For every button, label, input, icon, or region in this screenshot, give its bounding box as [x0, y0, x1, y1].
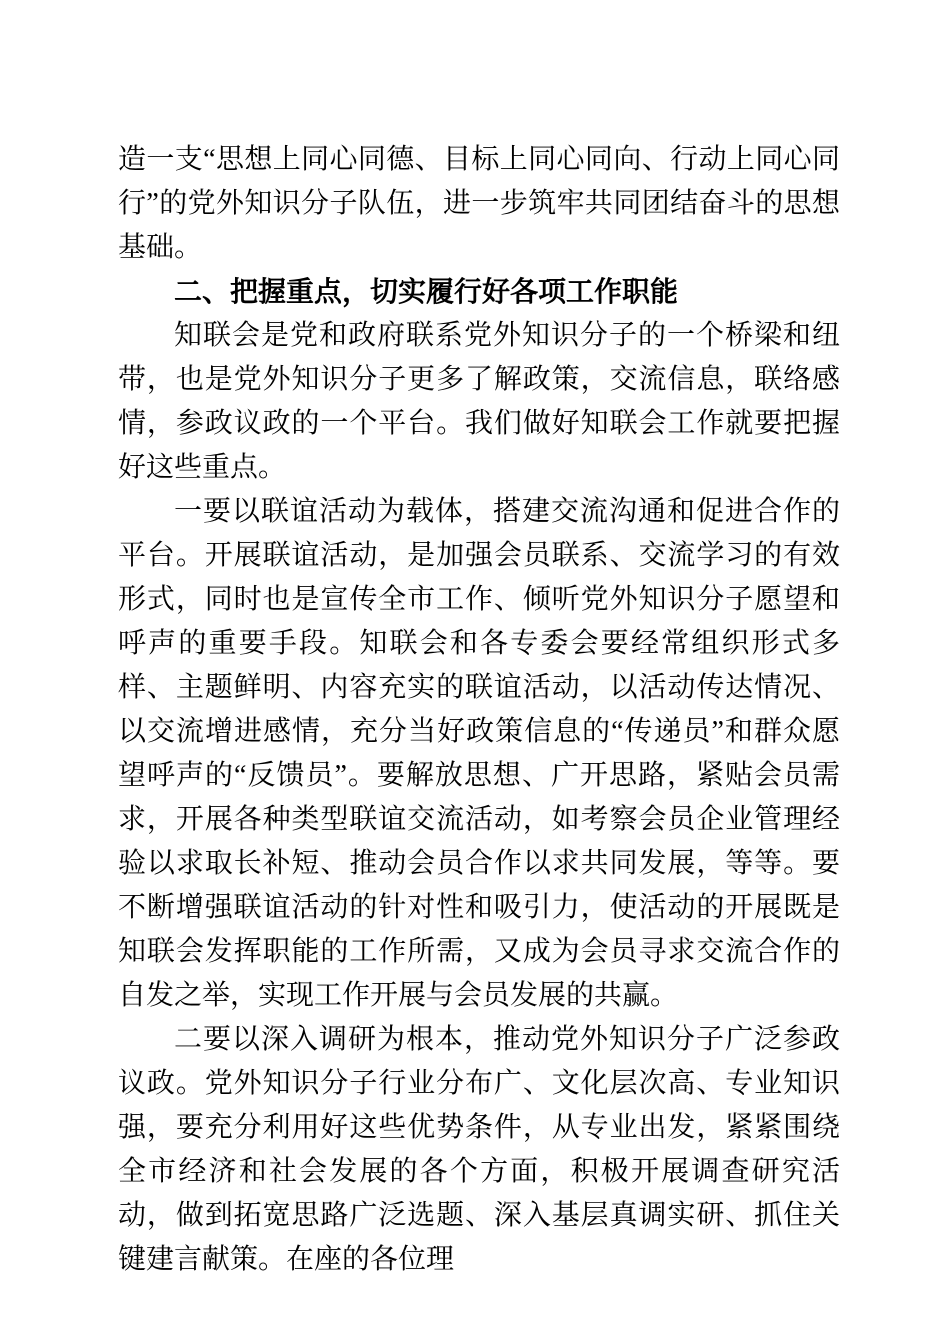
paragraph: 一要以联谊活动为载体，搭建交流沟通和促进合作的平台。开展联谊活动，是加强会员联系、交流学习的有效形式，同时也是宣传全市工作、倾听党外知识分子愿望和呼声的重要手段。知联会和各专委会要经常组织形式多样、主题鲜明、内容充实的联谊活动，以活动传达情况、以交流增进感情，充分当好政策信息的“传递员”和群众愿望呼声的“反馈员”。要解放思想、广开思路，紧贴会员需求，开展各种类型联谊交流活动，如考察会员企业管理经验以求取长补短、推动会员合作以求共同发展，等等。要不断增强联谊活动的针对性和吸引力，使活动的开展既是知联会发挥职能的工作所需，又成为会员寻求交流合作的自发之举，实现工作开展与会员发展的共赢。 — [118, 496, 840, 1011]
paragraph: 二要以深入调研为根本，推动党外知识分子广泛参政议政。党外知识分子行业分布广、文化层次高、专业知识强，要充分利用好这些优势条件，从专业出发，紧紧围绕全市经济和社会发展的各个方面，积极开展调查研究活动，做到拓宽思路广泛选题、深入基层真调实研、抓住关键建言献策。在座的各位理 — [118, 1024, 840, 1275]
paragraph: 造一支“思想上同心同德、目标上同心同向、行动上同心同行”的党外知识分子队伍，进一步筑牢共同团结奋斗的思想基础。 — [118, 144, 840, 263]
document-content — [118, 138, 840, 1282]
section-heading: 二、把握重点，切实履行好各项工作职能 — [174, 276, 679, 307]
paragraph: 知联会是党和政府联系党外知识分子的一个桥梁和纽带，也是党外知识分子更多了解政策，交流信息，联络感情，参政议政的一个平台。我们做好知联会工作就要把握好这些重点。 — [118, 320, 840, 483]
